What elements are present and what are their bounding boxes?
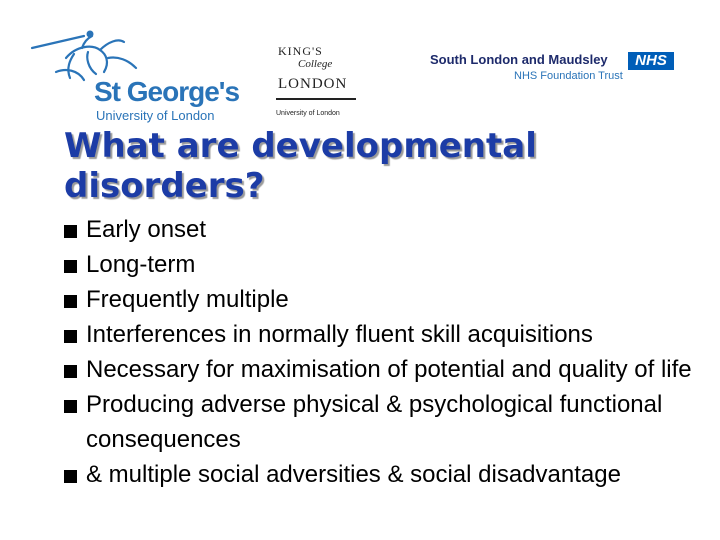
kings-line1: KING'S [278, 44, 323, 58]
nhs-trust-logo [430, 50, 680, 90]
kings-divider-icon [276, 98, 356, 102]
nhs-trust-name: South London and Maudsley [430, 52, 608, 67]
kings-line2: College [298, 58, 333, 70]
bullet-text: Necessary for maximisation of potential and quality of life [86, 356, 692, 383]
kings-college-logo [272, 44, 362, 122]
st-georges-logo [26, 28, 240, 123]
list-item [64, 247, 714, 282]
square-bullet-icon [64, 400, 77, 413]
bullet-list [64, 212, 714, 492]
st-georges-name: St George's [94, 76, 240, 107]
square-bullet-icon [64, 330, 77, 343]
nhs-badge: NHS [628, 52, 674, 70]
rider-head-icon [87, 31, 94, 38]
st-georges-subtitle: University of London [96, 108, 215, 123]
list-item [64, 212, 714, 247]
list-item [64, 387, 714, 457]
list-item [64, 352, 714, 387]
square-bullet-icon [64, 365, 77, 378]
bullet-text: Frequently multiple [86, 286, 289, 313]
kings-line3: LONDON [278, 76, 348, 92]
bullet-text: & multiple social adversities & social disadvantage [86, 461, 621, 488]
list-item [64, 317, 714, 352]
slide-title: What are developmental disorders? [64, 126, 537, 206]
bullet-text: Producing adverse physical & psychological functional consequences [86, 391, 663, 453]
kings-subtitle: University of London [276, 110, 340, 117]
square-bullet-icon [64, 295, 77, 308]
nhs-trust-subtitle: NHS Foundation Trust [514, 70, 623, 82]
bullet-text: Interferences in normally fluent skill acquisitions [86, 321, 593, 348]
square-bullet-icon [64, 225, 77, 238]
square-bullet-icon [64, 470, 77, 483]
bullet-text: Early onset [86, 216, 207, 243]
list-item [64, 457, 714, 492]
bullet-text: Long-term [86, 251, 196, 278]
list-item [64, 282, 714, 317]
square-bullet-icon [64, 260, 77, 273]
